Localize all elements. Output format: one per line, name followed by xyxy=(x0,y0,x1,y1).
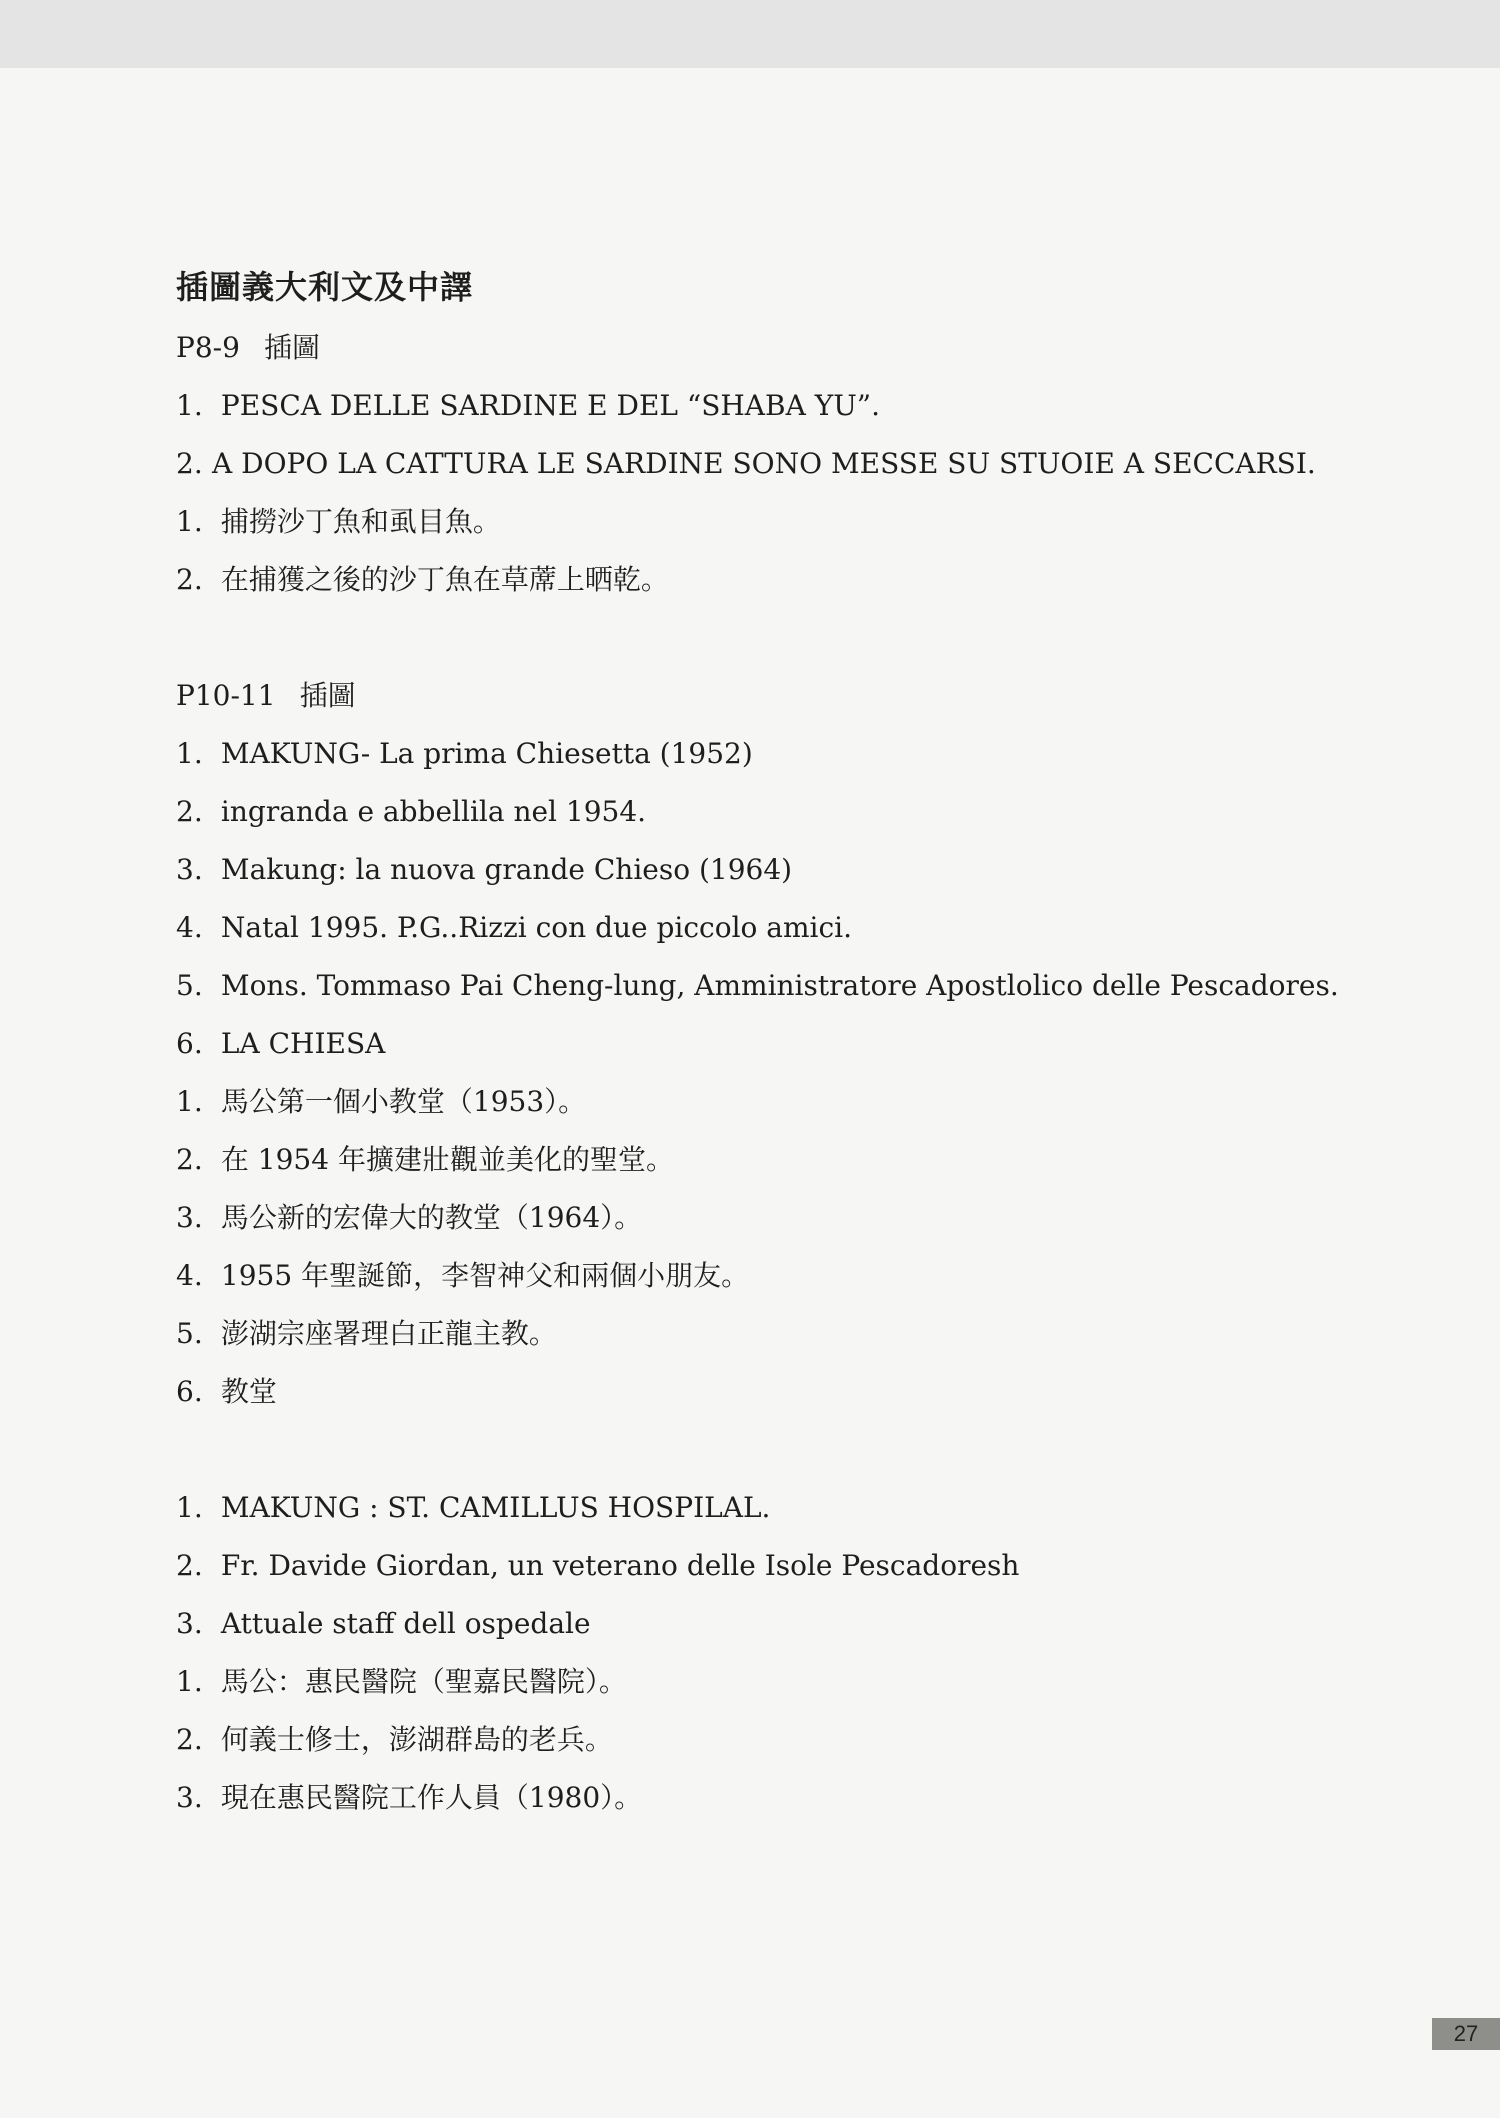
section-spacer xyxy=(176,609,1326,667)
section-page-code: P8-9 xyxy=(176,331,240,364)
line-number: 1. xyxy=(176,737,203,770)
line-text: 馬公：惠民醫院（聖嘉民醫院）。 xyxy=(220,1665,627,1698)
line-text: Natal 1995. P.G..Rizzi con due piccolo amici. xyxy=(220,911,853,944)
caption-line xyxy=(176,1537,1326,1595)
line-number: 2. xyxy=(176,1549,203,1582)
line-text: 何義士修士，澎湖群島的老兵。 xyxy=(220,1723,613,1756)
section-hospital xyxy=(176,1479,1326,1827)
section-page-code: P10-11 xyxy=(176,679,276,712)
line-text: 1955 年聖誕節，李智神父和兩個小朋友。 xyxy=(220,1259,750,1292)
line-number: 1. xyxy=(176,505,203,538)
section-p8-9 xyxy=(176,319,1326,609)
caption-line xyxy=(176,1073,1326,1131)
line-number: 5. xyxy=(176,969,203,1002)
line-text: ingranda e abbellila nel 1954. xyxy=(220,795,647,828)
line-text: 馬公第一個小教堂（1953）。 xyxy=(220,1085,587,1118)
caption-line xyxy=(176,1247,1326,1305)
line-text: PESCA DELLE SARDINE E DEL “SHABA YU”. xyxy=(220,389,881,422)
section-label: 插圖 xyxy=(263,331,320,364)
line-text: 現在惠民醫院工作人員（1980）。 xyxy=(220,1781,643,1814)
line-text: A DOPO LA CATTURA LE SARDINE SONO MESSE SU STUOIE A SECCARSI. xyxy=(212,447,1316,480)
caption-line xyxy=(176,1711,1326,1769)
line-text: 在 1954 年擴建壯觀並美化的聖堂。 xyxy=(220,1143,674,1176)
line-number: 3. xyxy=(176,1781,203,1814)
line-number: 2. xyxy=(176,563,203,596)
line-text: 馬公新的宏偉大的教堂（1964）。 xyxy=(220,1201,643,1234)
line-number: 2. xyxy=(176,447,203,480)
section-heading xyxy=(176,667,1326,725)
caption-line xyxy=(176,551,1326,609)
section-spacer xyxy=(176,1421,1326,1479)
caption-list xyxy=(176,377,1326,609)
caption-line xyxy=(176,1305,1326,1363)
line-number: 1. xyxy=(176,1085,203,1118)
line-text: Fr. Davide Giordan, un veterano delle Isole Pescadoresh xyxy=(220,1549,1020,1582)
line-number: 3. xyxy=(176,1201,203,1234)
line-text: 捕撈沙丁魚和虱目魚。 xyxy=(220,505,501,538)
caption-line xyxy=(176,725,1326,783)
line-text: Attuale staff dell ospedale xyxy=(220,1607,591,1640)
caption-line xyxy=(176,1595,1326,1653)
line-text: MAKUNG- La prima Chiesetta (1952) xyxy=(220,737,753,770)
line-text: Mons. Tommaso Pai Cheng-lung, Amministratore Apostlolico delle Pescadores. xyxy=(220,969,1339,1002)
line-number: 4. xyxy=(176,1259,203,1292)
line-number: 4. xyxy=(176,911,203,944)
line-number: 1. xyxy=(176,1491,203,1524)
caption-line xyxy=(176,783,1326,841)
line-number: 2. xyxy=(176,1143,203,1176)
caption-line xyxy=(176,1189,1326,1247)
line-number: 1. xyxy=(176,1665,203,1698)
caption-line xyxy=(176,493,1326,551)
caption-line xyxy=(176,1131,1326,1189)
caption-list xyxy=(176,1479,1326,1827)
line-text: LA CHIESA xyxy=(220,1027,386,1060)
caption-line xyxy=(176,841,1326,899)
caption-line xyxy=(176,1769,1326,1827)
line-number: 6. xyxy=(176,1375,203,1408)
page-title: 插圖義大利文及中譯 xyxy=(176,268,474,306)
section-label: 插圖 xyxy=(299,679,356,712)
line-number: 6. xyxy=(176,1027,203,1060)
line-text: MAKUNG : ST. CAMILLUS HOSPILAL. xyxy=(220,1491,771,1524)
line-text: Makung: la nuova grande Chieso (1964) xyxy=(220,853,793,886)
caption-line xyxy=(176,957,1339,1015)
caption-list xyxy=(176,725,1339,1421)
caption-line xyxy=(176,1015,1326,1073)
caption-line xyxy=(176,899,1326,957)
line-number: 2. xyxy=(176,1723,203,1756)
line-number: 1. xyxy=(176,389,203,422)
line-number: 3. xyxy=(176,1607,203,1640)
caption-line xyxy=(176,377,1326,435)
caption-line xyxy=(176,435,1332,493)
scan-top-band xyxy=(0,0,1500,68)
page-number: 27 xyxy=(1432,2018,1500,2050)
line-number: 5. xyxy=(176,1317,203,1350)
caption-line xyxy=(176,1653,1326,1711)
line-number: 2. xyxy=(176,795,203,828)
line-text: 澎湖宗座署理白正龍主教。 xyxy=(220,1317,557,1350)
line-number: 3. xyxy=(176,853,203,886)
caption-line xyxy=(176,1363,1326,1421)
line-text: 在捕獲之後的沙丁魚在草蓆上晒乾。 xyxy=(220,563,669,596)
page-content xyxy=(176,255,1339,1827)
caption-line xyxy=(176,1479,1326,1537)
section-p10-11 xyxy=(176,667,1339,1421)
section-heading xyxy=(176,319,1326,377)
line-text: 教堂 xyxy=(220,1375,277,1408)
